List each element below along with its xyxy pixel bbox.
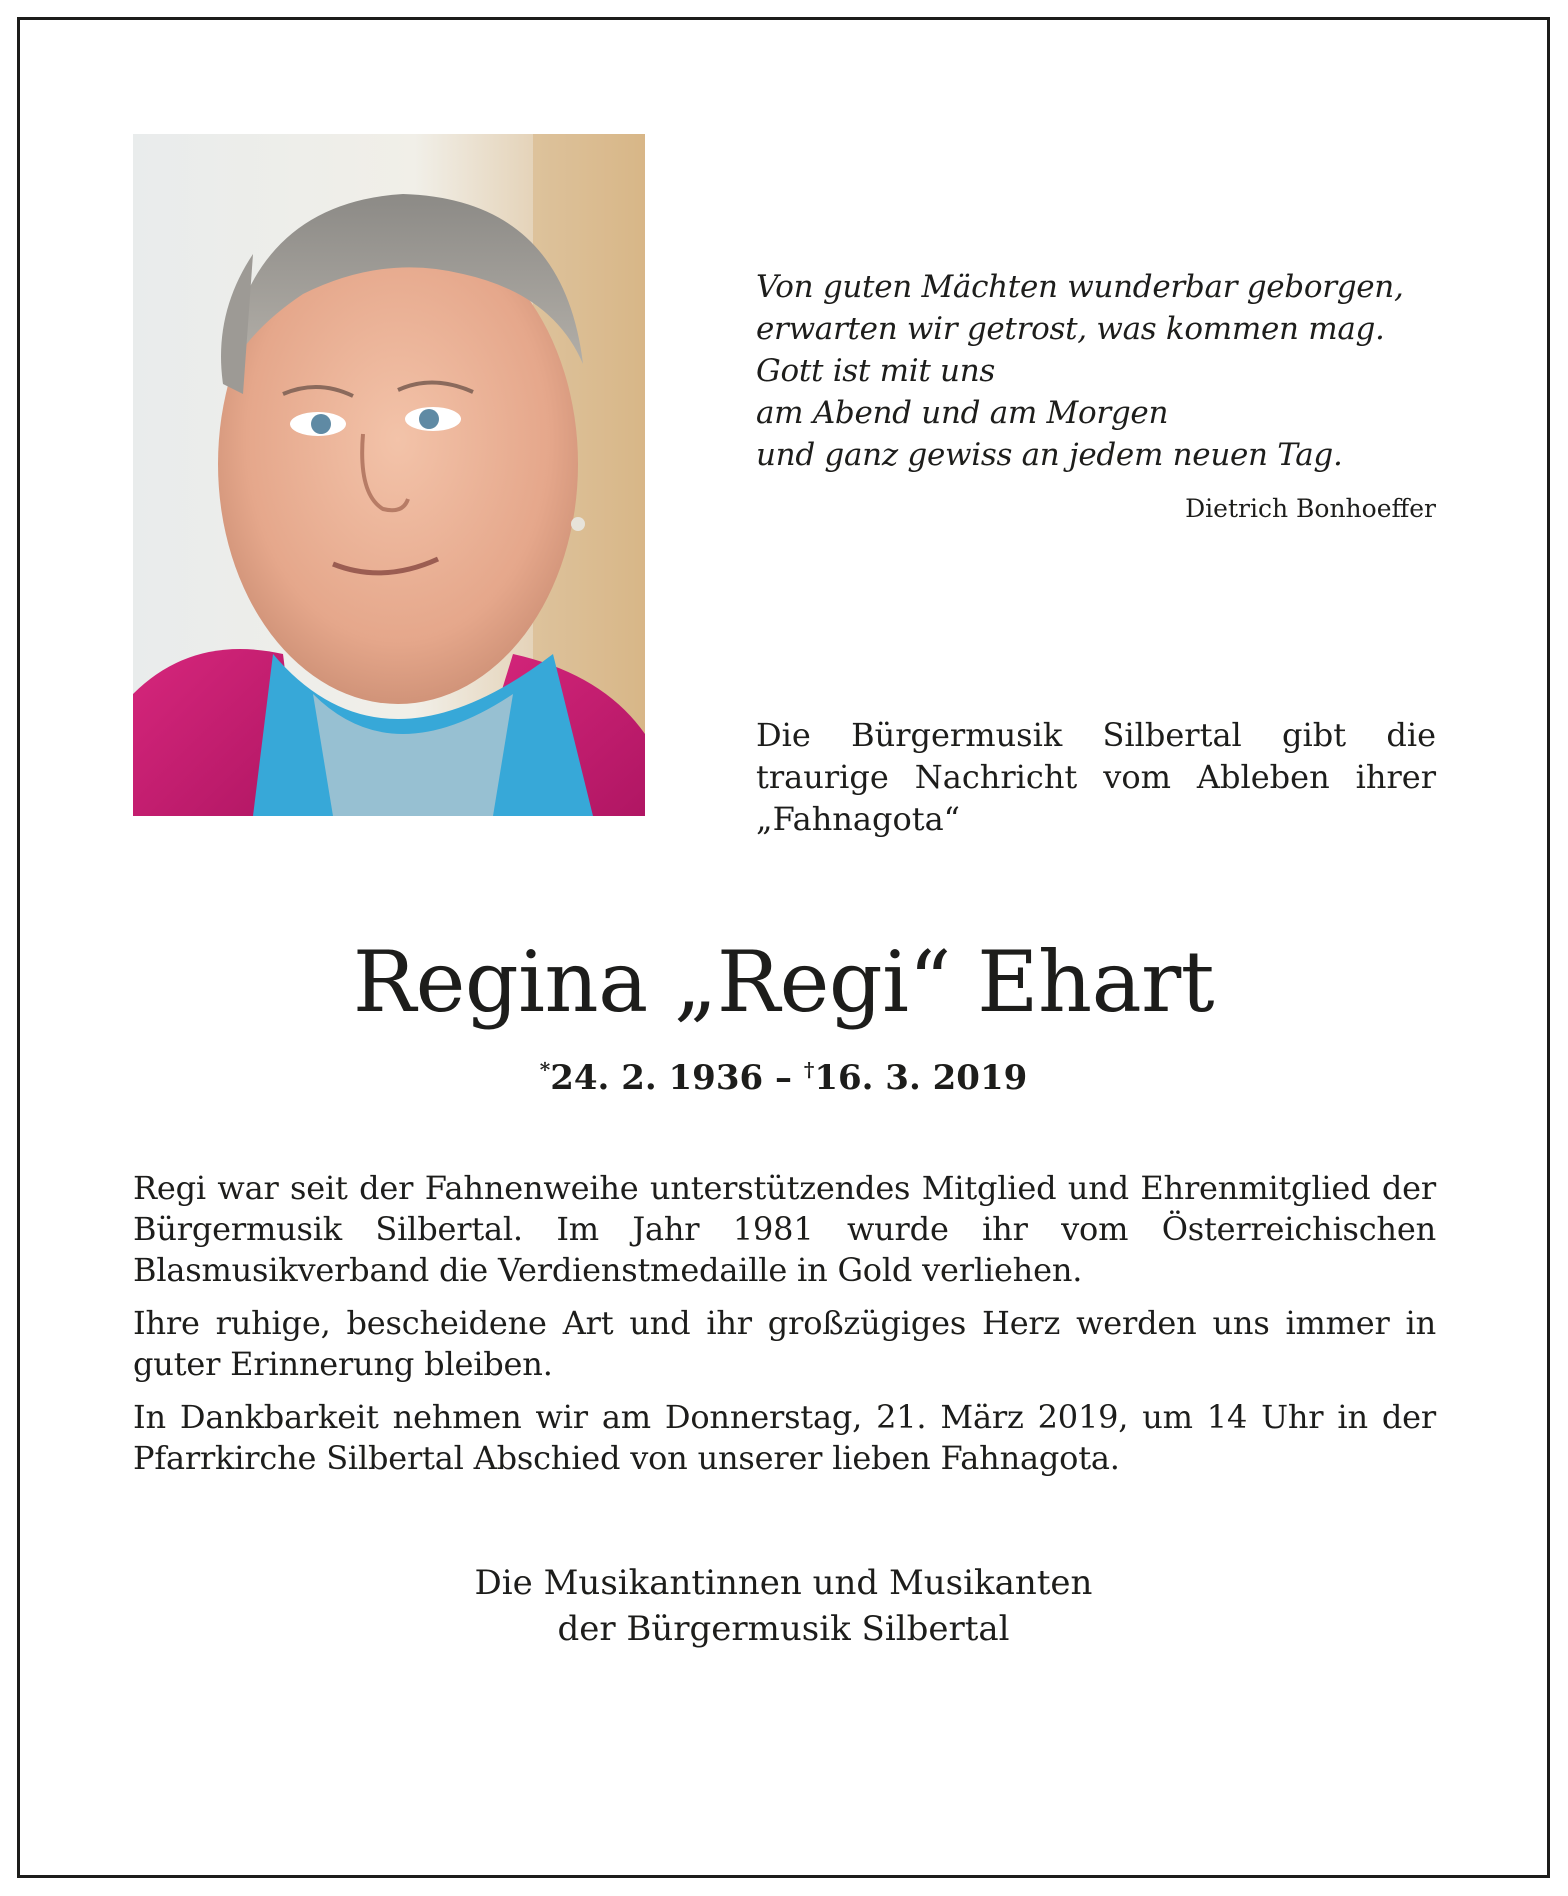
date-separator: – xyxy=(763,1058,804,1098)
signature-line: der Bürgermusik Silbertal xyxy=(557,1609,1010,1649)
quote-line: Von guten Mächten wunderbar geborgen, xyxy=(756,269,1404,305)
quote-line: am Abend und am Morgen xyxy=(756,395,1169,431)
quote-author: Dietrich Bonhoeffer xyxy=(1185,494,1436,523)
signature-block xyxy=(20,1560,1547,1652)
announcement-intro xyxy=(756,714,1436,840)
birth-date: 24. 2. 1936 xyxy=(550,1058,764,1098)
intro-line: traurige Nachricht vom Ableben ihrer xyxy=(756,758,1436,796)
obituary-notice xyxy=(17,17,1550,1878)
portrait-photo xyxy=(133,134,645,816)
birth-symbol: * xyxy=(539,1057,551,1082)
obituary-body xyxy=(133,1168,1436,1491)
quote-line: und ganz gewiss an jedem neuen Tag. xyxy=(756,437,1343,473)
signature-line: Die Musikantinnen und Musikanten xyxy=(474,1563,1093,1603)
life-dates xyxy=(20,1056,1547,1100)
body-paragraph: Ihre ruhige, bescheidene Art und ihr großzügiges Herz werden uns immer in guter Erinnerung bleiben. xyxy=(133,1304,1436,1383)
intro-line: Die Bürgermusik Silbertal gibt die xyxy=(756,716,1436,754)
quote-line: Gott ist mit uns xyxy=(756,353,995,389)
intro-line: „Fahnagota“ xyxy=(756,800,961,838)
quote-line: erwarten wir getrost, was kommen mag. xyxy=(756,311,1385,347)
memorial-quote xyxy=(756,266,1456,476)
death-symbol: † xyxy=(803,1057,815,1082)
death-date: 16. 3. 2019 xyxy=(814,1058,1028,1098)
body-paragraph: In Dankbarkeit nehmen wir am Donnerstag, 21. März 2019, um 14 Uhr in der Pfarrkirche Silbertal Abschied von unserer lieben Fahnagota. xyxy=(133,1398,1436,1477)
body-paragraph: Regi war seit der Fahnenweihe unterstützendes Mitglied und Ehrenmitglied der Bürgermusik Silbertal. Im Jahr 1981 wurde ihr vom Österreichischen Blasmusikverband die Verdienstmedaille in Gold verliehen. xyxy=(133,1169,1436,1289)
deceased-name: Regina „Regi“ Ehart xyxy=(352,933,1215,1031)
